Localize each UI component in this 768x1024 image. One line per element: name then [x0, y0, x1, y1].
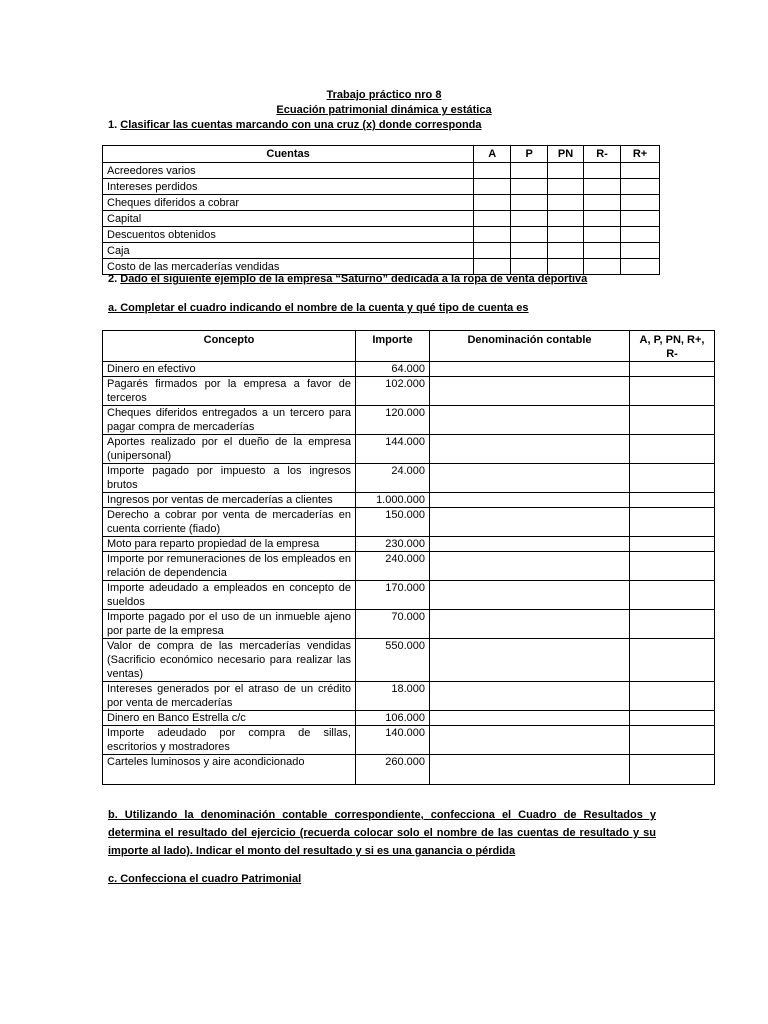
- table-row: [103, 508, 715, 537]
- table-row: [103, 195, 660, 211]
- denominacion-cell[interactable]: [430, 435, 630, 464]
- importe-cell: 260.000: [356, 755, 430, 785]
- concepto-cell: Pagarés firmados por la empresa a favor de terceros: [103, 377, 356, 406]
- tipo-cell[interactable]: [630, 610, 715, 639]
- importe-cell: 106.000: [356, 711, 430, 726]
- tipo-cell[interactable]: [630, 493, 715, 508]
- cell-r-minus[interactable]: [584, 163, 621, 179]
- cell-r-minus[interactable]: [584, 259, 621, 275]
- cell-a[interactable]: [474, 211, 511, 227]
- concepto-cell: Ingresos por ventas de mercaderías a clientes: [103, 493, 356, 508]
- cell-r-minus[interactable]: [584, 211, 621, 227]
- cell-r-plus[interactable]: [621, 195, 660, 211]
- account-name: Caja: [103, 243, 474, 259]
- denominacion-cell[interactable]: [430, 508, 630, 537]
- denominacion-cell[interactable]: [430, 682, 630, 711]
- section-2-text: Dado el siguiente ejemplo de la empresa “Saturno” dedicada a la ropa de venta deportiva: [120, 273, 588, 285]
- table-row: [103, 243, 660, 259]
- table-row: [103, 179, 660, 195]
- cell-p[interactable]: [511, 179, 548, 195]
- cell-r-minus[interactable]: [584, 227, 621, 243]
- denominacion-cell[interactable]: [430, 581, 630, 610]
- table-row: [103, 610, 715, 639]
- importe-cell: 18.000: [356, 682, 430, 711]
- table-row: [103, 435, 715, 464]
- denominacion-cell[interactable]: [430, 362, 630, 377]
- table-row: [103, 581, 715, 610]
- cell-r-plus[interactable]: [621, 259, 660, 275]
- cell-r-plus[interactable]: [621, 179, 660, 195]
- table-row: [103, 406, 715, 435]
- importe-cell: 140.000: [356, 726, 430, 755]
- table-header-row: [103, 331, 715, 362]
- importe-cell: 70.000: [356, 610, 430, 639]
- importe-cell: 144.000: [356, 435, 430, 464]
- table-row: [103, 639, 715, 682]
- header-importe: Importe: [356, 331, 430, 362]
- header-concepto: Concepto: [103, 331, 356, 362]
- tipo-cell[interactable]: [630, 682, 715, 711]
- header-r-plus: R+: [621, 146, 660, 163]
- header-pn: PN: [548, 146, 584, 163]
- table-row: [103, 537, 715, 552]
- account-name: Descuentos obtenidos: [103, 227, 474, 243]
- tipo-cell[interactable]: [630, 711, 715, 726]
- concepts-table: [102, 330, 715, 785]
- section-c-text: c. Confecciona el cuadro Patrimonial: [108, 873, 302, 885]
- account-name: Capital: [103, 211, 474, 227]
- cell-a[interactable]: [474, 179, 511, 195]
- cell-r-plus[interactable]: [621, 227, 660, 243]
- cell-pn[interactable]: [548, 195, 584, 211]
- document-title: Trabajo práctico nro 8: [326, 89, 442, 101]
- section-1-text: Clasificar las cuentas marcando con una cruz (x) donde corresponda: [120, 119, 482, 131]
- tipo-cell[interactable]: [630, 726, 715, 755]
- concepto-cell: Importe adeudado a empleados en concepto de sueldos: [103, 581, 356, 610]
- header-tipo-cuenta: A, P, PN, R+, R-: [630, 331, 715, 362]
- concepto-cell: Valor de compra de las mercaderías vendidas (Sacrificio económico necesario para realizar las ventas): [103, 639, 356, 682]
- denominacion-cell[interactable]: [430, 639, 630, 682]
- account-name: Intereses perdidos: [103, 179, 474, 195]
- importe-cell: 102.000: [356, 377, 430, 406]
- importe-cell: 170.000: [356, 581, 430, 610]
- cell-r-minus[interactable]: [584, 195, 621, 211]
- table-row: [103, 711, 715, 726]
- tipo-cell[interactable]: [630, 581, 715, 610]
- importe-cell: 1.000.000: [356, 493, 430, 508]
- tipo-cell[interactable]: [630, 508, 715, 537]
- cell-pn[interactable]: [548, 163, 584, 179]
- concepto-cell: Moto para reparto propiedad de la empresa: [103, 537, 356, 552]
- section-2-heading: [108, 272, 587, 286]
- cell-p[interactable]: [511, 195, 548, 211]
- denominacion-cell[interactable]: [430, 610, 630, 639]
- importe-cell: 24.000: [356, 464, 430, 493]
- concepto-cell: Carteles luminosos y aire acondicionado: [103, 755, 356, 785]
- cell-r-minus[interactable]: [584, 243, 621, 259]
- concepto-cell: Derecho a cobrar por venta de mercaderías en cuenta corriente (fiado): [103, 508, 356, 537]
- cell-r-plus[interactable]: [621, 243, 660, 259]
- table-row: [103, 755, 715, 785]
- cell-pn[interactable]: [548, 243, 584, 259]
- cell-p[interactable]: [511, 227, 548, 243]
- section-c-heading: [108, 872, 301, 886]
- account-name: Acreedores varios: [103, 163, 474, 179]
- importe-cell: 550.000: [356, 639, 430, 682]
- cell-r-plus[interactable]: [621, 163, 660, 179]
- importe-cell: 240.000: [356, 552, 430, 581]
- concepto-cell: Cheques diferidos entregados a un tercero para pagar compra de mercaderías: [103, 406, 356, 435]
- denominacion-cell[interactable]: [430, 464, 630, 493]
- section-a-heading: [108, 301, 529, 315]
- header-a: A: [474, 146, 511, 163]
- denominacion-cell[interactable]: [430, 537, 630, 552]
- cell-p[interactable]: [511, 163, 548, 179]
- denominacion-cell[interactable]: [430, 406, 630, 435]
- denominacion-cell[interactable]: [430, 552, 630, 581]
- table-row: [103, 211, 660, 227]
- cell-r-plus[interactable]: [621, 211, 660, 227]
- table-row: [103, 227, 660, 243]
- cell-a[interactable]: [474, 243, 511, 259]
- header-r-minus: R-: [584, 146, 621, 163]
- tipo-cell[interactable]: [630, 639, 715, 682]
- tipo-cell[interactable]: [630, 464, 715, 493]
- denominacion-cell[interactable]: [430, 726, 630, 755]
- cell-pn[interactable]: [548, 179, 584, 195]
- table-row: [103, 464, 715, 493]
- header-p: P: [511, 146, 548, 163]
- cell-a[interactable]: [474, 195, 511, 211]
- cell-pn[interactable]: [548, 227, 584, 243]
- denominacion-cell[interactable]: [430, 493, 630, 508]
- cell-pn[interactable]: [548, 211, 584, 227]
- table-row: [103, 493, 715, 508]
- section-b-text: b. Utilizando la denominación contable correspondiente, confecciona el Cuadro de Resultados y determina el resultado del ejercicio (recuerda colocar solo el nombre de las cuentas de resultado y su importe al lado). Indicar el monto del resultado y si es una ganancia o pérdida: [108, 809, 656, 857]
- table-row: [103, 377, 715, 406]
- tipo-cell[interactable]: [630, 406, 715, 435]
- concepto-cell: Importe adeudado por compra de sillas, escritorios y mostradores: [103, 726, 356, 755]
- cell-p[interactable]: [511, 211, 548, 227]
- importe-cell: 120.000: [356, 406, 430, 435]
- concepto-cell: Dinero en Banco Estrella c/c: [103, 711, 356, 726]
- tipo-cell[interactable]: [630, 755, 715, 785]
- cell-a[interactable]: [474, 227, 511, 243]
- cell-r-minus[interactable]: [584, 179, 621, 195]
- tipo-cell[interactable]: [630, 377, 715, 406]
- table-row: [103, 163, 660, 179]
- tipo-cell[interactable]: [630, 552, 715, 581]
- account-name: Cheques diferidos a cobrar: [103, 195, 474, 211]
- accounts-classification-table: [102, 145, 660, 275]
- denominacion-cell[interactable]: [430, 711, 630, 726]
- importe-cell: 150.000: [356, 508, 430, 537]
- account-name: Costo de las mercaderías vendidas: [103, 259, 474, 275]
- importe-cell: 230.000: [356, 537, 430, 552]
- denominacion-cell[interactable]: [430, 755, 630, 785]
- concepto-cell: Aportes realizado por el dueño de la empresa (unipersonal): [103, 435, 356, 464]
- section-1-number: 1.: [108, 119, 118, 131]
- table-row: [103, 682, 715, 711]
- table-row: [103, 552, 715, 581]
- concepto-cell: Intereses generados por el atraso de un crédito por venta de mercaderías: [103, 682, 356, 711]
- tipo-cell[interactable]: [630, 435, 715, 464]
- tipo-cell[interactable]: [630, 362, 715, 377]
- header-denominacion: Denominación contable: [430, 331, 630, 362]
- section-1-heading: [108, 118, 482, 132]
- concepto-cell: Dinero en efectivo: [103, 362, 356, 377]
- document-subtitle: Ecuación patrimonial dinámica y estática: [276, 104, 492, 116]
- section-a-text: a. Completar el cuadro indicando el nombre de la cuenta y qué tipo de cuenta es: [108, 302, 529, 314]
- section-2-number: 2.: [108, 273, 118, 285]
- table-row: [103, 726, 715, 755]
- importe-cell: 64.000: [356, 362, 430, 377]
- concepto-cell: Importe pagado por impuesto a los ingresos brutos: [103, 464, 356, 493]
- denominacion-cell[interactable]: [430, 377, 630, 406]
- concepto-cell: Importe por remuneraciones de los empleados en relación de dependencia: [103, 552, 356, 581]
- header-cuentas: Cuentas: [103, 146, 474, 163]
- cell-a[interactable]: [474, 163, 511, 179]
- concepto-cell: Importe pagado por el uso de un inmueble ajeno por parte de la empresa: [103, 610, 356, 639]
- tipo-cell[interactable]: [630, 537, 715, 552]
- table-header-row: [103, 146, 660, 163]
- table-row: [103, 362, 715, 377]
- cell-p[interactable]: [511, 243, 548, 259]
